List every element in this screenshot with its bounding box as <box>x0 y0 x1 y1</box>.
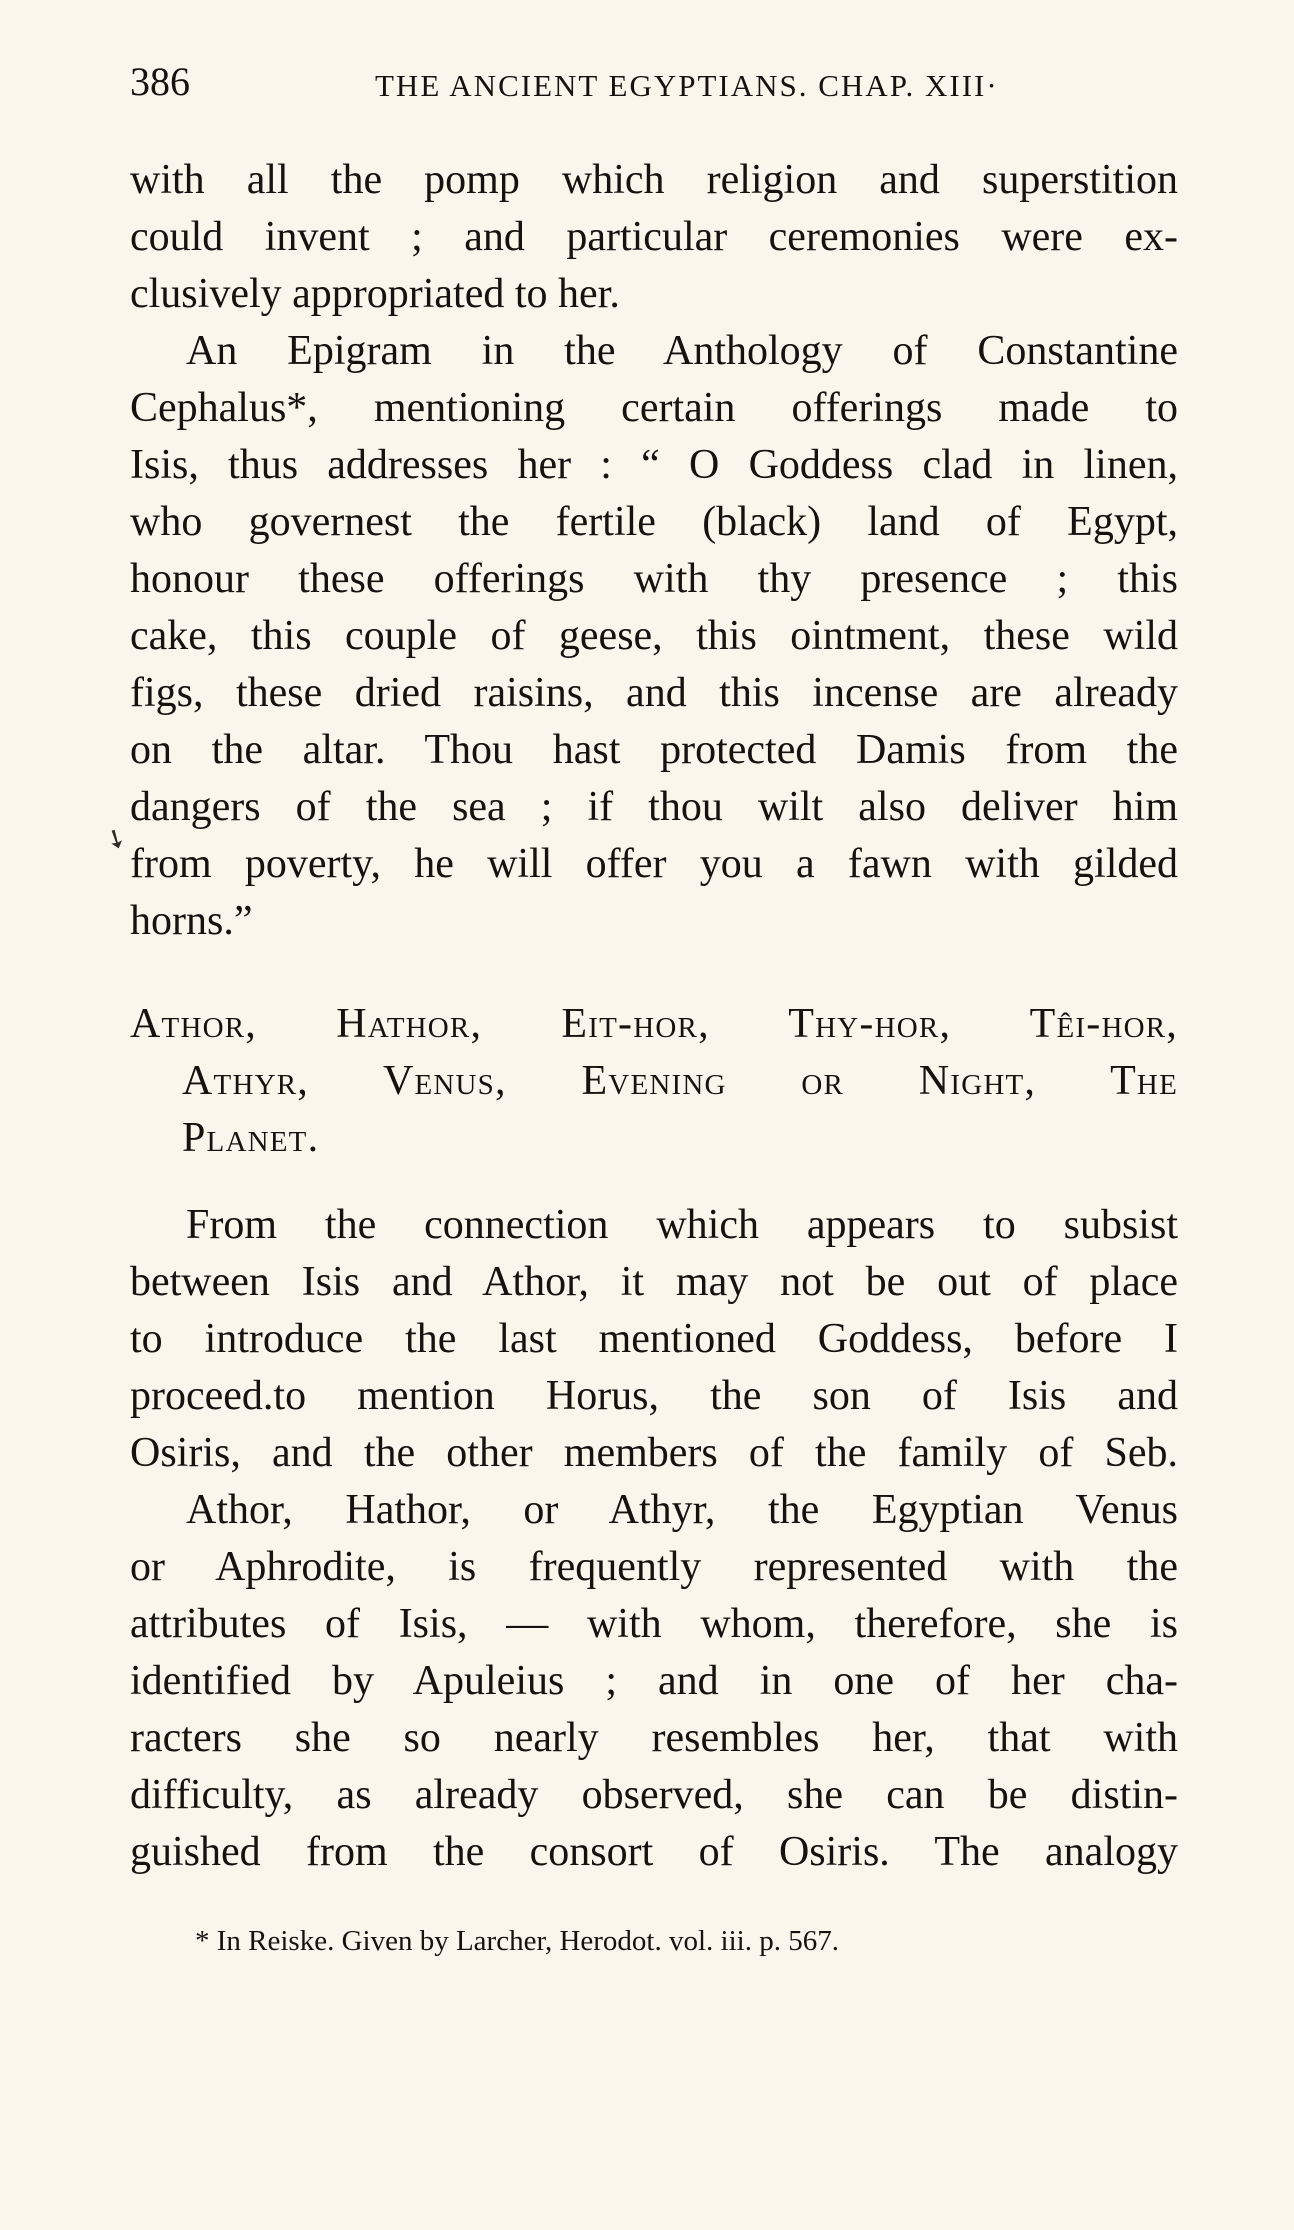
text-line: proceed.to mention Horus, the son of Isis and <box>130 1373 1178 1419</box>
text-line: who governest the fertile (black) land of Egypt, <box>130 499 1178 545</box>
text-line: Isis, thus addresses her : “ O Goddess clad in linen, <box>130 442 1178 488</box>
body-text <box>130 152 1178 1881</box>
margin-mark-icon: ➘ <box>99 821 133 857</box>
text-line: with all the pomp which religion and superstition <box>130 157 1178 203</box>
text-line: racters she so nearly resembles her, that with <box>130 1715 1178 1761</box>
text-line: figs, these dried raisins, and this incense are already <box>130 670 1178 716</box>
paragraph-epigram <box>130 323 1178 950</box>
text-line: or Aphrodite, is frequently represented with the <box>130 1544 1178 1590</box>
footnote: * In Reiske. Given by Larcher, Herodot. vol. iii. p. 567. <box>195 1925 839 1957</box>
text-line: dangers of the sea ; if thou wilt also deliver him <box>130 784 1178 830</box>
text-line: Osiris, and the other members of the family of Seb. <box>130 1430 1178 1476</box>
text-line: Athor, Hathor, or Athyr, the Egyptian Venus <box>186 1487 1178 1533</box>
paragraph-athor <box>130 1482 1178 1881</box>
text-line: attributes of Isis, — with whom, therefore, she is <box>130 1601 1178 1647</box>
page-number: 386 <box>130 59 190 104</box>
text-line: difficulty, as already observed, she can be distin- <box>130 1772 1178 1818</box>
heading-line: Athyr, Venus, Evening or Night, The <box>182 1058 1178 1104</box>
text-line: cake, this couple of geese, this ointment, these wild <box>130 613 1178 659</box>
text-line: from poverty, he will offer you a fawn with gilded <box>130 841 1178 887</box>
text-line: An Epigram in the Anthology of Constantine <box>186 328 1178 374</box>
section-heading <box>130 996 1178 1167</box>
running-title: THE ANCIENT EGYPTIANS. CHAP. XIII· <box>375 68 999 103</box>
text-line: between Isis and Athor, it may not be out of place <box>130 1259 1178 1305</box>
heading-line: Athor, Hathor, Eit-hor, Thy-hor, Têi-hor, <box>130 1001 1178 1047</box>
text-line: Cephalus*, mentioning certain offerings made to <box>130 385 1178 431</box>
running-head <box>130 58 1182 108</box>
heading-line: Planet. <box>182 1115 320 1161</box>
text-line: on the altar. Thou hast protected Damis from the <box>130 727 1178 773</box>
text-line: From the connection which appears to subsist <box>186 1202 1178 1248</box>
text-line: guished from the consort of Osiris. The analogy <box>130 1829 1178 1875</box>
text-line: could invent ; and particular ceremonies were ex- <box>130 214 1178 260</box>
text-line: honour these offerings with thy presence ; this <box>130 556 1178 602</box>
paragraph-connection <box>130 1197 1178 1482</box>
text-line: to introduce the last mentioned Goddess, before I <box>130 1316 1178 1362</box>
text-line: clusively appropriated to her. <box>130 271 620 317</box>
text-line: identified by Apuleius ; and in one of her cha- <box>130 1658 1178 1704</box>
text-line: horns.” <box>130 898 253 944</box>
paragraph-continuation <box>130 152 1178 323</box>
